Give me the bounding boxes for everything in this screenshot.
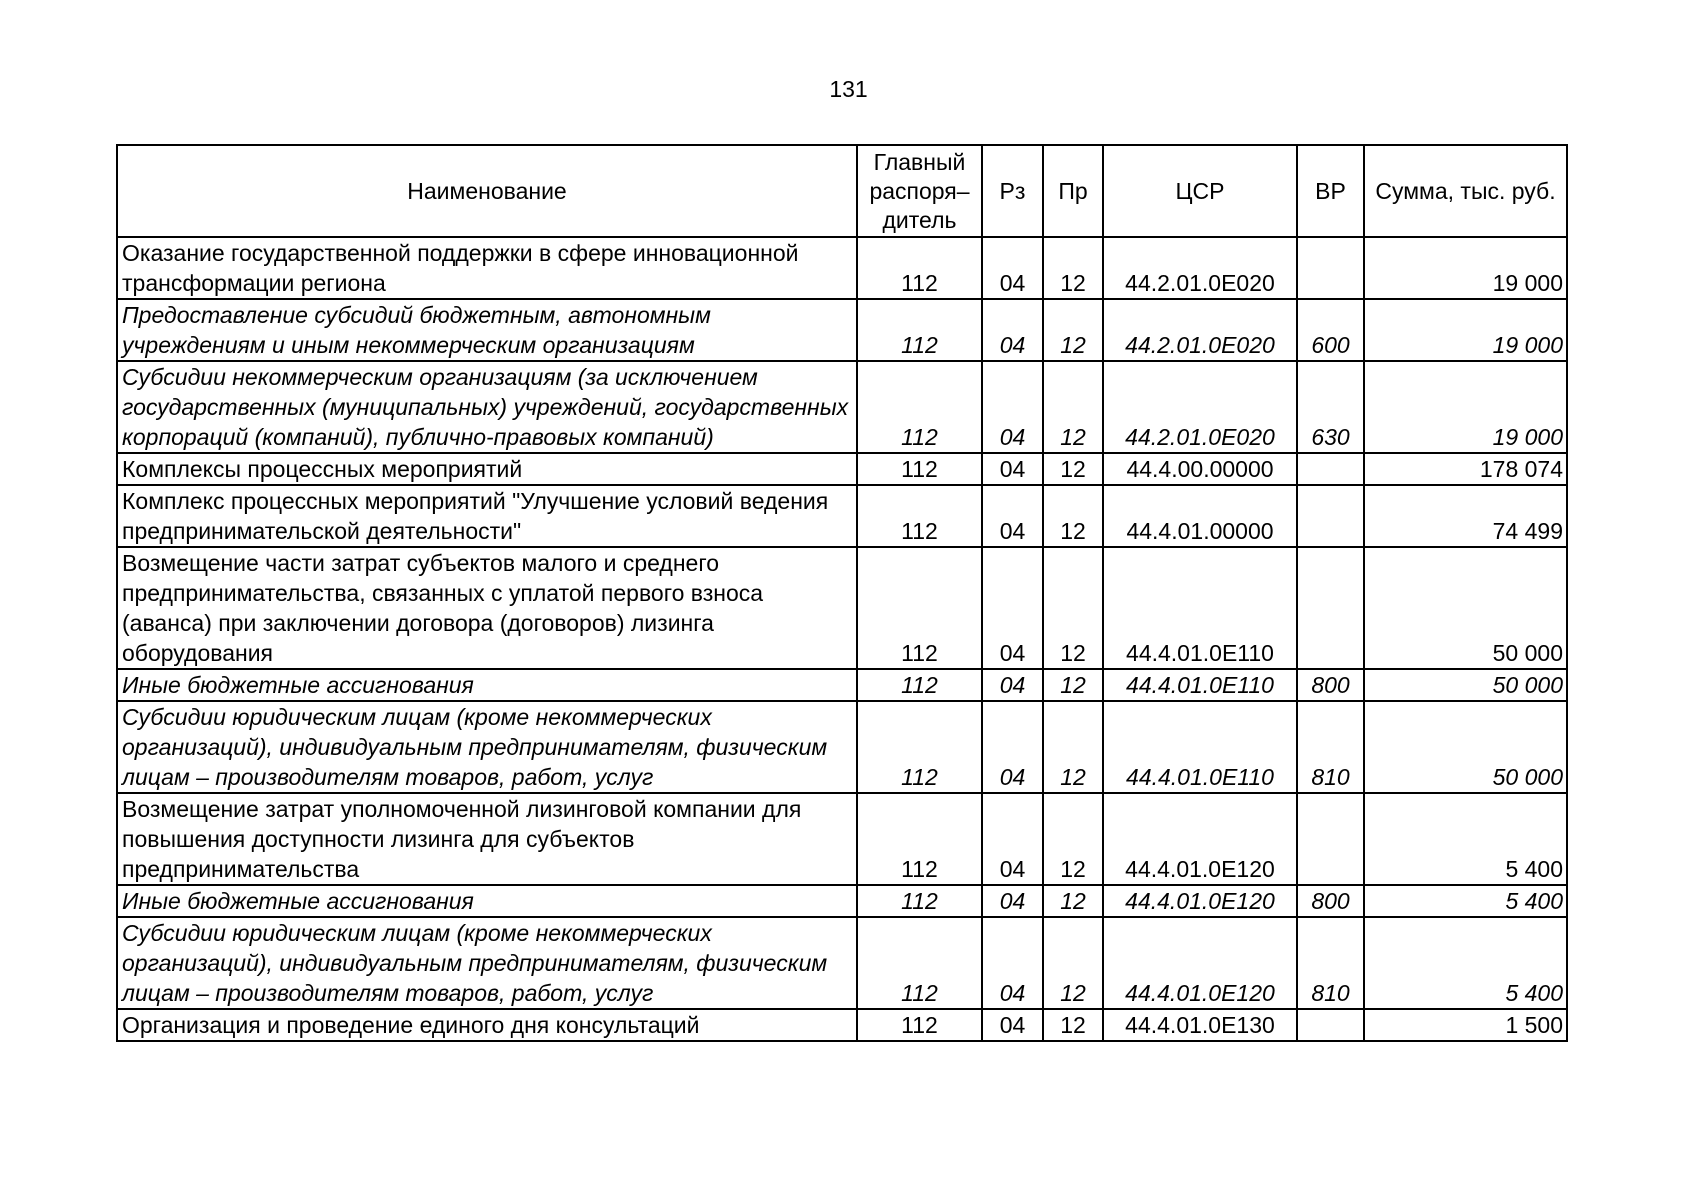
cell-vr	[1297, 485, 1364, 547]
cell-pr: 12	[1043, 1009, 1103, 1041]
cell-rz: 04	[982, 547, 1043, 669]
cell-csr: 44.2.01.0Е020	[1103, 237, 1297, 299]
cell-pr: 12	[1043, 361, 1103, 453]
cell-pr: 12	[1043, 793, 1103, 885]
cell-pr: 12	[1043, 701, 1103, 793]
table-body	[117, 237, 1567, 1041]
cell-sum: 19 000	[1364, 299, 1567, 361]
header-pr: Пр	[1043, 145, 1103, 237]
table-header-row	[117, 145, 1567, 237]
cell-vr	[1297, 1009, 1364, 1041]
table-row	[117, 485, 1567, 547]
cell-pr: 12	[1043, 669, 1103, 701]
cell-name: Комплексы процессных мероприятий	[117, 453, 857, 485]
cell-name: Оказание государственной поддержки в сфере инновационной трансформации региона	[117, 237, 857, 299]
table-row	[117, 1009, 1567, 1041]
cell-sum: 50 000	[1364, 701, 1567, 793]
table-row	[117, 885, 1567, 917]
cell-pr: 12	[1043, 917, 1103, 1009]
cell-sum: 74 499	[1364, 485, 1567, 547]
cell-glav: 112	[857, 485, 982, 547]
cell-rz: 04	[982, 299, 1043, 361]
cell-sum: 19 000	[1364, 237, 1567, 299]
cell-vr: 630	[1297, 361, 1364, 453]
cell-sum: 50 000	[1364, 669, 1567, 701]
header-csr: ЦСР	[1103, 145, 1297, 237]
cell-csr: 44.4.01.00000	[1103, 485, 1297, 547]
cell-vr	[1297, 547, 1364, 669]
cell-pr: 12	[1043, 547, 1103, 669]
budget-table	[116, 144, 1568, 1042]
cell-glav: 112	[857, 547, 982, 669]
cell-pr: 12	[1043, 299, 1103, 361]
cell-rz: 04	[982, 361, 1043, 453]
table-row	[117, 453, 1567, 485]
cell-csr: 44.2.01.0Е020	[1103, 361, 1297, 453]
table-row	[117, 299, 1567, 361]
cell-name: Организация и проведение единого дня консультаций	[117, 1009, 857, 1041]
table-row	[117, 547, 1567, 669]
cell-vr: 800	[1297, 669, 1364, 701]
table-row	[117, 237, 1567, 299]
header-rz: Рз	[982, 145, 1043, 237]
cell-sum: 5 400	[1364, 793, 1567, 885]
table-row	[117, 701, 1567, 793]
cell-csr: 44.4.01.0Е110	[1103, 669, 1297, 701]
cell-name: Предоставление субсидий бюджетным, автономным учреждениям и иным некоммерческим организациям	[117, 299, 857, 361]
cell-csr: 44.4.01.0Е130	[1103, 1009, 1297, 1041]
cell-name: Возмещение части затрат субъектов малого и среднего предпринимательства, связанных с уплатой первого взноса (аванса) при заключении договора (договоров) лизинга оборудования	[117, 547, 857, 669]
cell-name: Комплекс процессных мероприятий "Улучшение условий ведения предпринимательской деятельности"	[117, 485, 857, 547]
cell-name: Субсидии юридическим лицам (кроме некоммерческих организаций), индивидуальным предпринимателям, физическим лицам – производителям товаров, работ, услуг	[117, 701, 857, 793]
cell-sum: 5 400	[1364, 885, 1567, 917]
cell-vr: 600	[1297, 299, 1364, 361]
cell-glav: 112	[857, 453, 982, 485]
table-row	[117, 917, 1567, 1009]
cell-csr: 44.2.01.0Е020	[1103, 299, 1297, 361]
cell-pr: 12	[1043, 237, 1103, 299]
cell-sum: 19 000	[1364, 361, 1567, 453]
header-vr: ВР	[1297, 145, 1364, 237]
cell-vr	[1297, 793, 1364, 885]
cell-csr: 44.4.00.00000	[1103, 453, 1297, 485]
cell-name: Субсидии некоммерческим организациям (за исключением государственных (муниципальных) учреждений, государственных корпораций (компаний), публично-правовых компаний)	[117, 361, 857, 453]
cell-glav: 112	[857, 299, 982, 361]
cell-name: Иные бюджетные ассигнования	[117, 885, 857, 917]
cell-vr: 810	[1297, 701, 1364, 793]
cell-rz: 04	[982, 917, 1043, 1009]
cell-rz: 04	[982, 669, 1043, 701]
cell-csr: 44.4.01.0Е110	[1103, 547, 1297, 669]
table-row	[117, 793, 1567, 885]
cell-sum: 50 000	[1364, 547, 1567, 669]
cell-rz: 04	[982, 793, 1043, 885]
cell-name: Иные бюджетные ассигнования	[117, 669, 857, 701]
cell-sum: 178 074	[1364, 453, 1567, 485]
cell-sum: 1 500	[1364, 1009, 1567, 1041]
cell-glav: 112	[857, 1009, 982, 1041]
cell-rz: 04	[982, 885, 1043, 917]
cell-glav: 112	[857, 701, 982, 793]
cell-glav: 112	[857, 793, 982, 885]
cell-rz: 04	[982, 453, 1043, 485]
page-number: 131	[829, 76, 868, 102]
table-row	[117, 669, 1567, 701]
cell-pr: 12	[1043, 485, 1103, 547]
cell-csr: 44.4.01.0Е110	[1103, 701, 1297, 793]
header-glav: Главный распоря– дитель	[857, 145, 982, 237]
cell-rz: 04	[982, 1009, 1043, 1041]
cell-rz: 04	[982, 701, 1043, 793]
table-row	[117, 361, 1567, 453]
header-sum: Сумма, тыс. руб.	[1364, 145, 1567, 237]
cell-glav: 112	[857, 361, 982, 453]
cell-name: Субсидии юридическим лицам (кроме некоммерческих организаций), индивидуальным предпринимателям, физическим лицам – производителям товаров, работ, услуг	[117, 917, 857, 1009]
cell-rz: 04	[982, 237, 1043, 299]
cell-vr: 810	[1297, 917, 1364, 1009]
cell-vr: 800	[1297, 885, 1364, 917]
cell-glav: 112	[857, 885, 982, 917]
cell-pr: 12	[1043, 453, 1103, 485]
cell-sum: 5 400	[1364, 917, 1567, 1009]
cell-glav: 112	[857, 917, 982, 1009]
cell-glav: 112	[857, 237, 982, 299]
cell-pr: 12	[1043, 885, 1103, 917]
header-name: Наименование	[117, 145, 857, 237]
cell-csr: 44.4.01.0Е120	[1103, 885, 1297, 917]
cell-glav: 112	[857, 669, 982, 701]
cell-vr	[1297, 453, 1364, 485]
cell-name: Возмещение затрат уполномоченной лизинговой компании для повышения доступности лизинга для субъектов предпринимательства	[117, 793, 857, 885]
cell-csr: 44.4.01.0Е120	[1103, 917, 1297, 1009]
cell-vr	[1297, 237, 1364, 299]
cell-csr: 44.4.01.0Е120	[1103, 793, 1297, 885]
cell-rz: 04	[982, 485, 1043, 547]
